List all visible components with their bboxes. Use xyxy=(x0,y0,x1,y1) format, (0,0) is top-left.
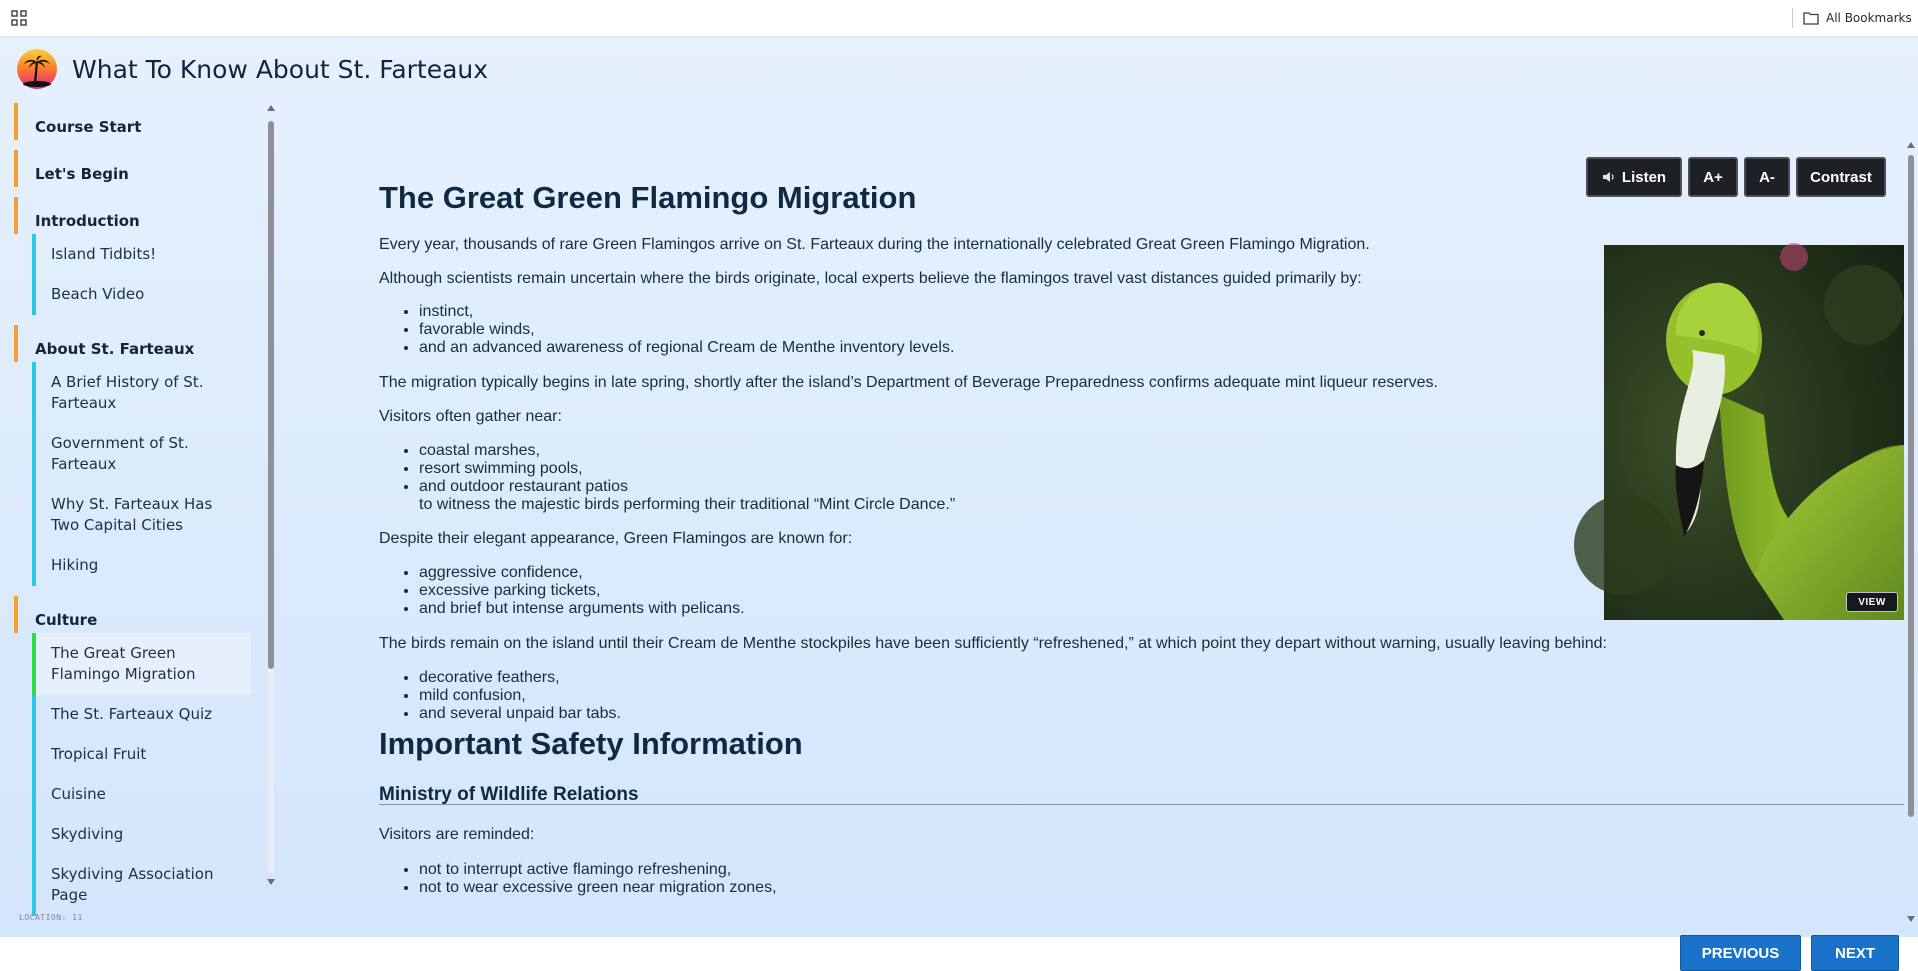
sidebar-item-introduction[interactable]: Introduction xyxy=(14,197,251,234)
page-title: What To Know About St. Farteaux xyxy=(72,55,489,84)
contrast-button[interactable]: Contrast xyxy=(1796,157,1886,197)
paragraph: Visitors often gather near: xyxy=(379,408,562,425)
sidebar-item-two-capitals[interactable]: Why St. Farteaux Has Two Capital Cities xyxy=(32,485,251,546)
list-item: • and several unpaid bar tabs. xyxy=(419,705,621,723)
gathering-list xyxy=(399,442,955,514)
apps-grid-icon[interactable] xyxy=(11,10,27,26)
reminders-list xyxy=(399,861,777,897)
scroll-down-arrow-icon[interactable] xyxy=(267,879,275,885)
content-scroll-thumb[interactable] xyxy=(1908,155,1914,817)
sidebar-item-lets-begin[interactable]: Let's Begin xyxy=(14,150,251,187)
sidebar-item-government[interactable]: Government of St. Farteaux xyxy=(32,424,251,485)
sidebar-item-history[interactable]: A Brief History of St. Farteaux xyxy=(32,362,251,424)
font-increase-button[interactable]: A+ xyxy=(1688,157,1738,197)
leftovers-list xyxy=(399,669,621,723)
sidebar-item-beach-video[interactable]: Beach Video xyxy=(32,275,251,315)
scroll-up-arrow-icon[interactable] xyxy=(1907,142,1915,148)
paragraph: Although scientists remain uncertain where the birds originate, local experts believe the flamingos travel vast distances guided primarily by: xyxy=(379,270,1362,287)
all-bookmarks-button[interactable] xyxy=(1803,9,1912,27)
list-item: • not to wear excessive green near migration zones, xyxy=(419,879,777,897)
sidebar-item-skydiving[interactable]: Skydiving xyxy=(32,815,251,855)
folder-icon xyxy=(1803,11,1819,25)
course-header xyxy=(0,37,1918,101)
listen-label: Listen xyxy=(1621,168,1667,186)
paragraph: The birds remain on the island until their Cream de Menthe stockpiles have been sufficiently “refreshened,” at which point they depart without warning, usually leaving behind: xyxy=(379,635,1607,652)
traits-list xyxy=(399,564,745,618)
location-indicator: LOCATION: 11 xyxy=(19,913,83,922)
paragraph: The migration typically begins in late spring, shortly after the island’s Department of Beverage Preparedness confirms adequate mint liqueur reserves. xyxy=(379,374,1438,391)
sidebar-item-course-start[interactable]: Course Start xyxy=(14,103,251,140)
list-item-text: and outdoor restaurant patios xyxy=(419,478,629,495)
list-item: • excessive parking tickets, xyxy=(419,582,745,600)
paragraph: Despite their elegant appearance, Green Flamingos are known for: xyxy=(379,530,853,547)
list-item: • decorative feathers, xyxy=(419,669,621,687)
content-scrollbar[interactable] xyxy=(1904,140,1918,924)
all-bookmarks-label: All Bookmarks xyxy=(1826,11,1912,25)
list-item: • coastal marshes, xyxy=(419,442,955,460)
bookmarks-bar xyxy=(0,0,1918,37)
speaker-icon xyxy=(1602,171,1616,183)
green-flamingo-image xyxy=(1604,245,1904,620)
list-item: • not to interrupt active flamingo refreshening, xyxy=(419,861,777,879)
list-item: • instinct, xyxy=(419,303,954,321)
sidebar-item-quiz[interactable]: The St. Farteaux Quiz xyxy=(32,695,251,735)
list-item: • favorable winds, xyxy=(419,321,954,339)
island-logo xyxy=(17,49,57,89)
sidebar-item-skydiving-association[interactable]: Skydiving Association Page xyxy=(32,855,251,916)
ministry-subheading: Ministry of Wildlife Relations xyxy=(379,784,639,805)
listen-button[interactable] xyxy=(1586,157,1682,197)
scroll-up-arrow-icon[interactable] xyxy=(267,105,275,111)
lesson-heading: The Great Green Flamingo Migration xyxy=(379,180,917,215)
next-button[interactable]: NEXT xyxy=(1811,935,1899,971)
course-page xyxy=(0,37,1918,962)
font-decrease-button[interactable]: A- xyxy=(1744,157,1790,197)
paragraph: Visitors are reminded: xyxy=(379,826,535,843)
safety-heading: Important Safety Information xyxy=(379,726,803,761)
view-image-button[interactable]: VIEW xyxy=(1846,592,1898,612)
previous-button[interactable]: PREVIOUS xyxy=(1680,935,1801,971)
list-item: • resort swimming pools, xyxy=(419,460,955,478)
sidebar-item-flamingo-migration[interactable]: The Great Green Flamingo Migration xyxy=(32,633,251,695)
bookmarks-divider xyxy=(1792,8,1793,28)
guidance-list xyxy=(399,303,954,357)
scroll-down-arrow-icon[interactable] xyxy=(1907,916,1915,922)
list-item: • mild confusion, xyxy=(419,687,621,705)
sidebar-scroll-thumb[interactable] xyxy=(268,121,274,669)
sidebar-item-tropical-fruit[interactable]: Tropical Fruit xyxy=(32,735,251,775)
sidebar-item-island-tidbits[interactable]: Island Tidbits! xyxy=(32,234,251,275)
sidebar-item-about[interactable]: About St. Farteaux xyxy=(14,325,251,362)
list-item: • and brief but intense arguments with pelicans. xyxy=(419,600,745,618)
sidebar-item-hiking[interactable]: Hiking xyxy=(32,546,251,586)
sidebar-item-cuisine[interactable]: Cuisine xyxy=(32,775,251,815)
paragraph: Every year, thousands of rare Green Flamingos arrive on St. Farteaux during the internationally celebrated Great Green Flamingo Migration. xyxy=(379,236,1370,253)
sidebar-item-culture[interactable]: Culture xyxy=(14,596,251,633)
list-item xyxy=(419,478,955,514)
sidebar-scrollbar[interactable] xyxy=(264,103,278,887)
list-item: • and an advanced awareness of regional Cream de Menthe inventory levels. xyxy=(419,339,954,357)
course-sidebar xyxy=(14,103,251,904)
list-item: • aggressive confidence, xyxy=(419,564,745,582)
list-item-continuation: to witness the majestic birds performing their traditional “Mint Circle Dance.” xyxy=(419,496,956,513)
